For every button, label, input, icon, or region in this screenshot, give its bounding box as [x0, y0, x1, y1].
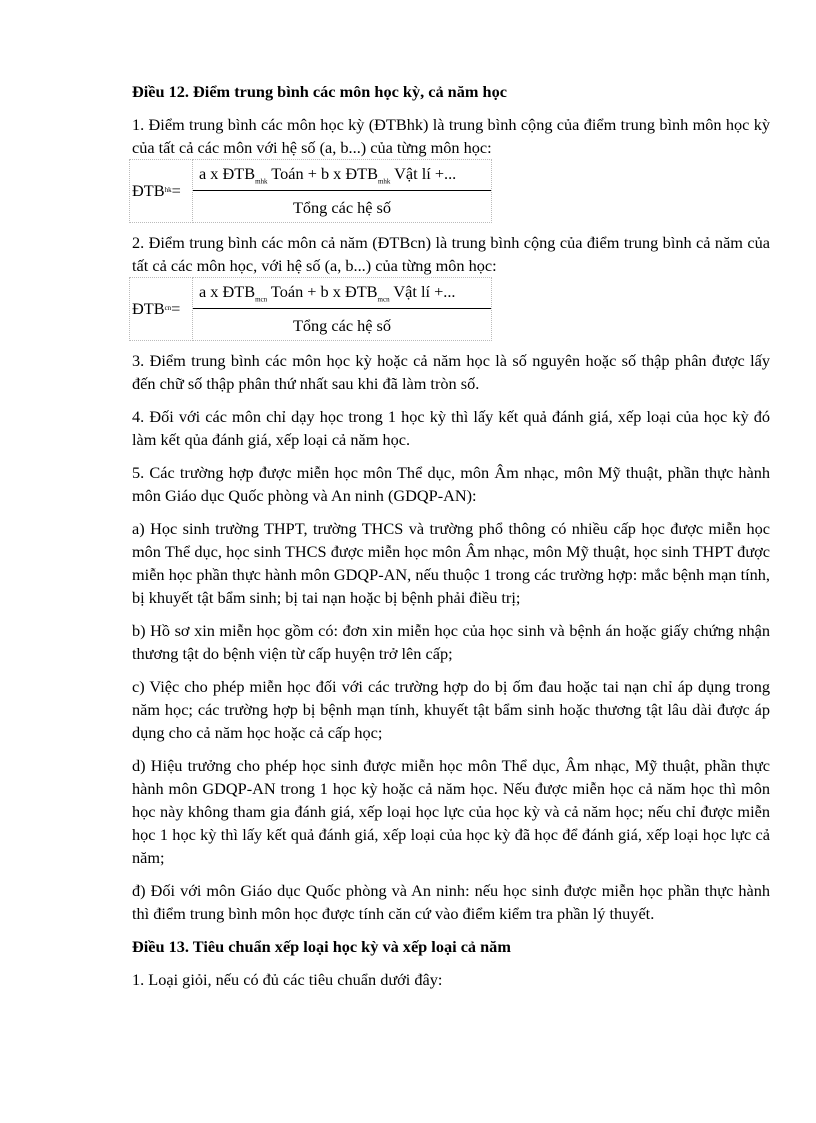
- article-13-heading: Điều 13. Tiêu chuẩn xếp loại học kỳ và xếp loại cả năm: [132, 937, 511, 956]
- formula-annual-average: [132, 277, 770, 339]
- article-12-item-a: a) Học sinh trường THPT, trường THCS và trường phổ thông có nhiều cấp học được miễn học môn Thể dục, học sinh THCS được miễn học môn Âm nhạc, môn Mỹ thuật, học sinh THPT được miễn học phần thực hành môn GDQP-AN, nếu thuộc 1 trong các trường hợp: mắc bệnh mạn tính, bị khuyết tật bẩm sinh; bị tai nạn hoặc bị bệnh phải điều trị;: [132, 519, 770, 607]
- formula-fraction: [192, 159, 492, 223]
- article-12-heading: Điều 12. Điểm trung bình các môn học kỳ, cả năm học: [132, 82, 507, 101]
- article-12-paragraph-5: 5. Các trường hợp được miễn học môn Thể dục, môn Âm nhạc, môn Mỹ thuật, phần thực hành môn Giáo dục Quốc phòng và An ninh (GDQP-AN):: [132, 463, 770, 505]
- article-12-item-dd: đ) Đối với môn Giáo dục Quốc phòng và An ninh: nếu học sinh được miễn học phần thực hành thì điểm trung bình môn học được tính căn cứ vào điểm kiểm tra phần lý thuyết.: [132, 881, 770, 923]
- article-13-paragraph-1: 1. Loại giỏi, nếu có đủ các tiêu chuẩn dưới đây:: [132, 970, 443, 989]
- formula-fraction: [192, 277, 492, 341]
- formula-denominator: Tổng các hệ số: [292, 198, 392, 217]
- article-12-item-b: b) Hồ sơ xin miễn học gồm có: đơn xin miễn học của học sinh và bệnh án hoặc giấy chứng nhận thương tật do bệnh viện từ cấp huyện trở lên cấp;: [132, 621, 770, 663]
- formula-numerator: a x $ĐTB_{mcn}$ Toán + b x $ĐTB_{mcn}$ Vật lí +...: [199, 282, 456, 304]
- formula-lhs: ĐTB cn =: [132, 298, 181, 318]
- article-12-paragraph-1: 1. Điểm trung bình các môn học kỳ (ĐTBhk) là trung bình cộng của điểm trung bình môn học kỳ của tất cả các môn với hệ số (a, b...) của từng môn học:: [132, 115, 770, 157]
- article-12-item-c: c) Việc cho phép miễn học đối với các trường hợp do bị ốm đau hoặc tai nạn chỉ áp dụng trong năm học; các trường hợp bị bệnh mạn tính, khuyết tật bẩm sinh hoặc thương tật lâu dài được áp dụng cho cả năm học hoặc cả cấp học;: [132, 677, 770, 742]
- formula-numerator: a x $ĐTB_{mhk}$ Toán + b x $ĐTB_{mhk}$ Vật lí +...: [199, 164, 457, 186]
- formula-denominator: Tổng các hệ số: [292, 316, 392, 335]
- fraction-bar: [193, 308, 491, 309]
- formula-lhs: ĐTB hk =: [132, 180, 181, 200]
- fraction-bar: [193, 190, 491, 191]
- article-12-item-d: d) Hiệu trưởng cho phép học sinh được miễn học môn Thể dục, Âm nhạc, Mỹ thuật, phần thực hành môn GDQP-AN trong 1 học kỳ hoặc cả năm học. Nếu được miễn học cả năm học thì môn học này không tham gia đánh giá, xếp loại học lực của học kỳ và cả năm học; nếu chỉ được miễn học 1 học kỳ thì lấy kết quả đánh giá, xếp loại của học kỳ đã học để đánh giá, xếp loại học lực cả năm;: [132, 756, 770, 867]
- document-page: [132, 80, 770, 1001]
- article-12-paragraph-2: 2. Điểm trung bình các môn cả năm (ĐTBcn) là trung bình cộng của điểm trung bình cả năm của tất cả các môn học, với hệ số (a, b...) của từng môn học:: [132, 233, 770, 275]
- article-12-paragraph-4: 4. Đối với các môn chỉ dạy học trong 1 học kỳ thì lấy kết quả đánh giá, xếp loại của học kỳ đó làm kết qủa đánh giá, xếp loại cả năm học.: [132, 407, 770, 449]
- article-12-paragraph-3: 3. Điểm trung bình các môn học kỳ hoặc cả năm học là số nguyên hoặc số thập phân được lấy đến chữ số thập phân thứ nhất sau khi đã làm tròn số.: [132, 351, 770, 393]
- formula-semester-average: [132, 159, 770, 221]
